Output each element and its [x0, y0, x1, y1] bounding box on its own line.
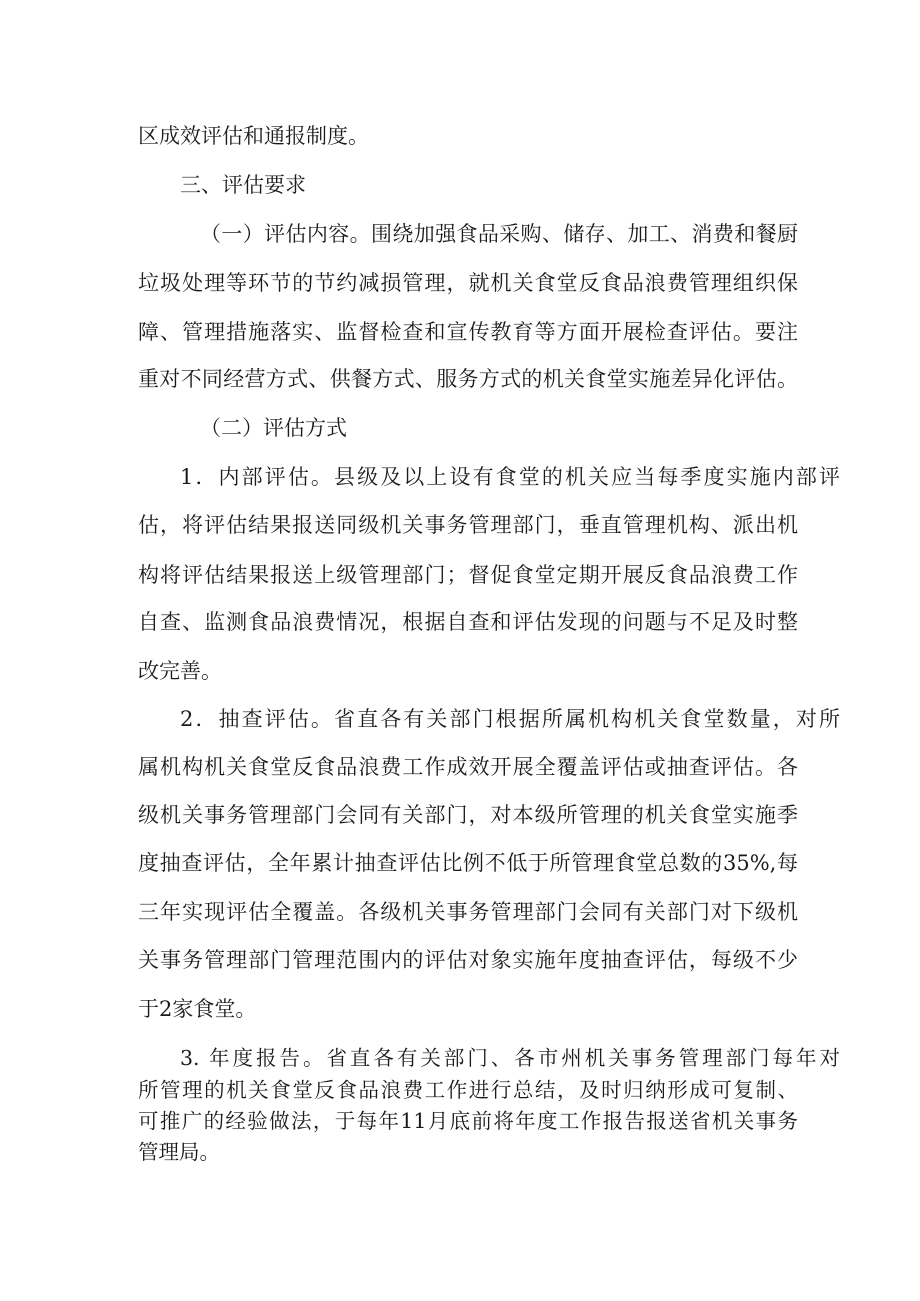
text-line: 于2家食堂。: [138, 997, 257, 1021]
text-line: 自查、监测食品浪费情况，根据自查和评估发现的问题与不足及时整: [138, 610, 798, 634]
text-line: （一）评估内容。围绕加强食品采购、储存、加工、消费和餐厨: [200, 222, 798, 246]
text-line: 所管理的机关食堂反食品浪费工作进行总结，及时归纳形成可复制、: [138, 1078, 798, 1102]
text-line: 障、管理措施落实、监督检查和宣传教育等方面开展检查评估。要注: [138, 320, 798, 344]
text-line: 改完善。: [138, 659, 222, 683]
text-line: 估，将评估结果报送同级机关事务管理部门，垂直管理机构、派出机: [138, 513, 798, 537]
text-line: 管理局。: [138, 1140, 220, 1164]
text-line: 三年实现评估全覆盖。各级机关事务管理部门会同有关部门对下级机: [138, 900, 798, 924]
text-line: 构将评估结果报送上级管理部门；督促食堂定期开展反食品浪费工作: [138, 563, 798, 587]
subsection-heading: （二）评估方式: [200, 416, 347, 440]
text-line: 区成效评估和通报制度。: [138, 124, 369, 148]
text-line: 2．抽查评估。省直各有关部门根据所属机构机关食堂数量，对所: [180, 707, 840, 731]
text-line: 重对不同经营方式、供餐方式、服务方式的机关食堂实施差异化评估。: [138, 367, 798, 391]
text-line: 级机关事务管理部门会同有关部门，对本级所管理的机关食堂实施季: [138, 803, 798, 827]
text-line: 1．内部评估。县级及以上设有食堂的机关应当每季度实施内部评: [180, 465, 840, 489]
text-line: 3. 年度报告。省直各有关部门、各市州机关事务管理部门每年对: [180, 1046, 840, 1070]
text-line: 关事务管理部门管理范围内的评估对象实施年度抽查评估，每级不少: [138, 948, 798, 972]
section-heading: 三、评估要求: [180, 173, 306, 197]
text-line: 属机构机关食堂反食品浪费工作成效开展全覆盖评估或抽查评估。各: [138, 755, 798, 779]
text-line: 可推广的经验做法，于每年11月底前将年度工作报告报送省机关事务: [138, 1109, 798, 1133]
text-line: 度抽查评估，全年累计抽查评估比例不低于所管理食堂总数的35%,每: [138, 851, 798, 875]
text-line: 垃圾处理等环节的节约减损管理，就机关食堂反食品浪费管理组织保: [138, 271, 798, 295]
